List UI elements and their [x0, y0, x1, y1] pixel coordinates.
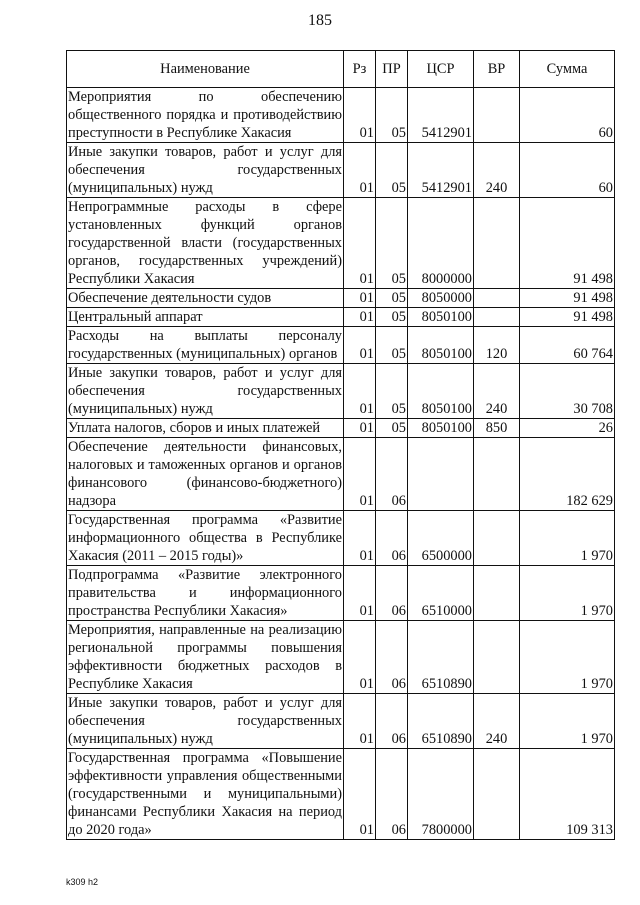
table-row: [67, 511, 615, 566]
row-vr: 120: [474, 327, 520, 364]
row-csr: 6510000: [408, 566, 474, 621]
budget-table: [66, 50, 615, 840]
row-rz: 01: [344, 419, 376, 438]
row-csr: 8050100: [408, 327, 474, 364]
row-rz: 01: [344, 566, 376, 621]
row-csr: 6510890: [408, 621, 474, 694]
row-pr: 06: [376, 566, 408, 621]
row-csr: 5412901: [408, 88, 474, 143]
row-name: Государственная программа «Повышение эффективности управления общественными (государственными и муниципальными) финансами Республики Хакасия на период до 2020 года»: [68, 750, 342, 838]
row-rz: 01: [344, 511, 376, 566]
row-csr: [408, 438, 474, 511]
row-pr: 05: [376, 198, 408, 289]
row-csr: 7800000: [408, 749, 474, 840]
row-rz: 01: [344, 694, 376, 749]
row-rz: 01: [344, 289, 376, 308]
row-sum: 1 970: [520, 566, 615, 621]
row-name: Уплата налогов, сборов и иных платежей: [67, 419, 344, 438]
row-pr: 06: [376, 694, 408, 749]
row-pr: 06: [376, 749, 408, 840]
row-name: Обеспечение деятельности финансовых, налоговых и таможенных органов и органов финансового (финансово-бюджетного) надзора: [68, 439, 342, 509]
row-rz: 01: [344, 438, 376, 511]
row-pr: 05: [376, 364, 408, 419]
row-name: Подпрограмма «Развитие электронного правительства и информационного пространства Республики Хакасия»: [68, 567, 342, 619]
column-header-sum: Сумма: [520, 51, 615, 88]
table-row: [67, 327, 615, 364]
row-name: Иные закупки товаров, работ и услуг для обеспечения государственных (муниципальных) нужд: [68, 144, 342, 196]
row-pr: 05: [376, 419, 408, 438]
table-row: [67, 198, 615, 289]
table-row: [67, 364, 615, 419]
footer-code: k309 h2: [66, 877, 99, 887]
row-sum: 1 970: [520, 621, 615, 694]
row-pr: 06: [376, 438, 408, 511]
row-vr: [474, 289, 520, 308]
row-name: Обеспечение деятельности судов: [67, 289, 344, 308]
table-row: [67, 621, 615, 694]
row-sum: 91 498: [520, 308, 615, 327]
row-name: Государственная программа «Развитие информационного общества в Республике Хакасия (2011 – 2015 годы)»: [68, 512, 342, 564]
row-csr: 6510890: [408, 694, 474, 749]
row-vr: [474, 511, 520, 566]
row-csr: 8050100: [408, 308, 474, 327]
table-header-row: [67, 51, 615, 88]
row-pr: 05: [376, 327, 408, 364]
row-name: Мероприятия по обеспечению общественного порядка и противодействию преступности в Республике Хакасия: [68, 89, 342, 141]
table-row: [67, 143, 615, 198]
table-row: [67, 419, 615, 438]
row-vr: [474, 88, 520, 143]
row-vr: 240: [474, 364, 520, 419]
row-csr: 6500000: [408, 511, 474, 566]
row-rz: 01: [344, 143, 376, 198]
row-name: Мероприятия, направленные на реализацию региональной программы повышения эффективности бюджетных расходов в Республике Хакасия: [68, 622, 342, 692]
column-header-csr: ЦСР: [408, 51, 474, 88]
row-pr: 06: [376, 511, 408, 566]
row-vr: 240: [474, 143, 520, 198]
row-name: Расходы на выплаты персоналу государственных (муниципальных) органов: [68, 328, 342, 362]
row-rz: 01: [344, 749, 376, 840]
table-row: [67, 694, 615, 749]
row-vr: [474, 749, 520, 840]
column-header-vr: ВР: [474, 51, 520, 88]
row-sum: 30 708: [520, 364, 615, 419]
row-vr: [474, 198, 520, 289]
page-number: 185: [308, 12, 332, 29]
row-sum: 91 498: [520, 289, 615, 308]
row-pr: 05: [376, 88, 408, 143]
row-pr: 05: [376, 143, 408, 198]
row-sum: 60 764: [520, 327, 615, 364]
row-sum: 182 629: [520, 438, 615, 511]
table-row: [67, 566, 615, 621]
row-csr: 8050100: [408, 419, 474, 438]
row-rz: 01: [344, 327, 376, 364]
row-csr: 8050100: [408, 364, 474, 419]
row-csr: 5412901: [408, 143, 474, 198]
row-vr: [474, 621, 520, 694]
table-row: [67, 438, 615, 511]
row-sum: 91 498: [520, 198, 615, 289]
row-sum: 109 313: [520, 749, 615, 840]
row-vr: [474, 438, 520, 511]
row-csr: 8050000: [408, 289, 474, 308]
row-pr: 05: [376, 308, 408, 327]
row-csr: 8000000: [408, 198, 474, 289]
row-vr: [474, 566, 520, 621]
row-name: Центральный аппарат: [67, 308, 344, 327]
column-header-name: Наименование: [67, 51, 344, 88]
row-vr: 240: [474, 694, 520, 749]
table-row: [67, 289, 615, 308]
row-sum: 1 970: [520, 694, 615, 749]
table-row: [67, 308, 615, 327]
row-rz: 01: [344, 364, 376, 419]
row-rz: 01: [344, 88, 376, 143]
row-sum: 26: [520, 419, 615, 438]
table-row: [67, 88, 615, 143]
row-sum: 60: [520, 88, 615, 143]
row-rz: 01: [344, 308, 376, 327]
row-pr: 05: [376, 289, 408, 308]
row-pr: 06: [376, 621, 408, 694]
row-rz: 01: [344, 621, 376, 694]
row-name: Иные закупки товаров, работ и услуг для обеспечения государственных (муниципальных) нужд: [68, 365, 342, 417]
row-sum: 60: [520, 143, 615, 198]
table-row: [67, 749, 615, 840]
column-header-rz: Рз: [344, 51, 376, 88]
row-name: Иные закупки товаров, работ и услуг для обеспечения государственных (муниципальных) нужд: [68, 695, 342, 747]
row-sum: 1 970: [520, 511, 615, 566]
column-header-pr: ПР: [376, 51, 408, 88]
row-name: Непрограммные расходы в сфере установленных функций органов государственной власти (государственных органов, государственных учреждений) Республики Хакасия: [68, 199, 342, 287]
row-vr: [474, 308, 520, 327]
row-rz: 01: [344, 198, 376, 289]
row-vr: 850: [474, 419, 520, 438]
